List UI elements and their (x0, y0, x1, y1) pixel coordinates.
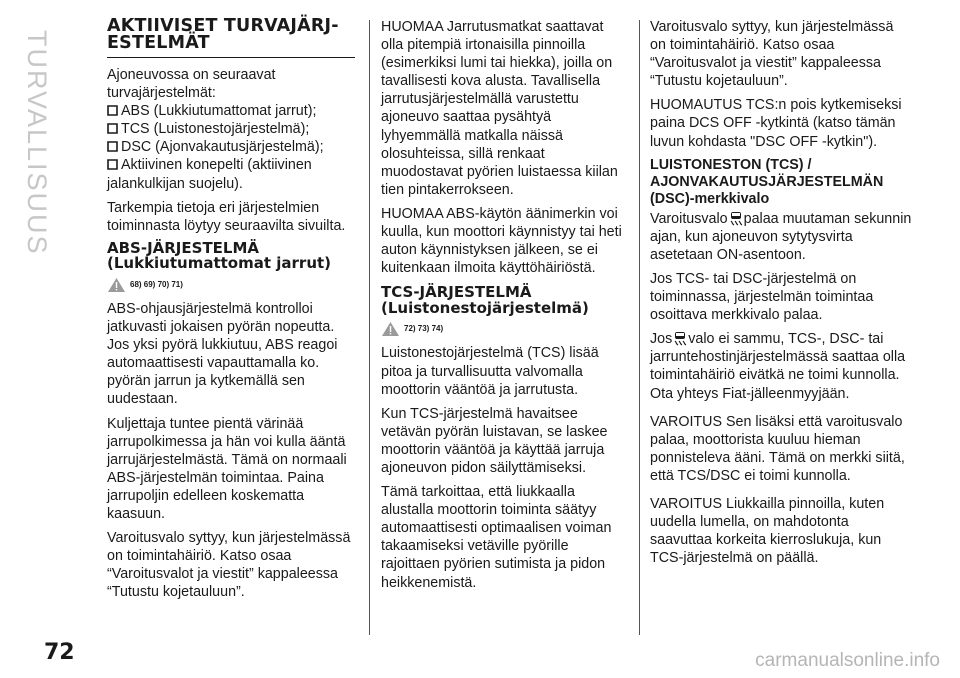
note-paragraph: HUOMAA ABS-käytön äänimerkin voi kuulla, kun moottori käynnistyy tai heti auton käynnistyksen jälkeen, se ei kuitenkaan ilmoita käyttöhäiriöstä. (381, 205, 622, 277)
list-item: ABS (Lukkiutumattomat jarrut); (107, 102, 355, 120)
list-item: Aktiivinen konepelti (aktiivinen jalankulkijan suojelu). (107, 157, 312, 192)
note-paragraph: HUOMAUTUS TCS:n pois kytkemiseksi paina DCS OFF -kytkintä (katso tämän luvun kohdasta "DSC OFF -kytkin"). (650, 97, 902, 150)
more-info-text: Tarkempia tietoja eri järjestelmien toiminnasta löytyy seuraavilta sivuilta. (107, 199, 346, 234)
section-side-tab: TURVALLISUUS (22, 30, 52, 256)
list-item: TCS (Luistonestojärjestelmä); (107, 120, 355, 138)
warning-reference (107, 276, 355, 294)
list-item: DSC (Ajonvakautusjärjestelmä); (107, 138, 355, 156)
watermark-link[interactable]: carmanualsonline.info (755, 650, 940, 671)
bullet-tick-icon (107, 159, 118, 170)
tcs-paragraph: Tämä tarkoittaa, että liukkaalla alustalla moottorin toiminta säätyy automaattisesti optimaalisen voiman takaamiseksi vetäville pyörille rajoittaen pyörien sutimista ja pidon heikkenemistä. (381, 484, 612, 591)
warning-paragraph: VAROITUS Liukkailla pinnoilla, kuten uudella lumella, on mahdotonta saavuttaa korkeita kierroslukuja, kun TCS-järjestelmä on päällä. (650, 495, 885, 567)
tcs-paragraph: Kun TCS-järjestelmä havaitsee vetävän pyörän luistavan, se laskee moottorin vääntöä ja käyttää jarruja ajoneuvon pidon säilyttämiseksi. (381, 405, 608, 476)
warning-triangle-icon (107, 277, 126, 293)
indicator-paragraph: Jos valo ei sammu, TCS-, DSC- tai jarruntehostinjärjestelmässä saattaa olla toimintahäiriö eivätkä ne toimi kunnolla. Ota yhteys Fiat-jälleenmyyjään. (650, 331, 906, 402)
bullet-tick-icon (107, 123, 118, 134)
bullet-tick-icon (107, 105, 118, 116)
bullet-tick-icon (107, 141, 118, 152)
intro-text: Ajoneuvossa on seuraavat turvajärjestelmät: (107, 67, 276, 102)
warning-light-paragraph: Varoitusvalo syttyy, kun järjestelmässä on toimintahäiriö. Katso osaa “Varoitusvalot ja viestit” kappaleessa “Tutustu kojetauluun”. (650, 19, 894, 90)
column-3 (650, 18, 912, 573)
column-divider (639, 20, 640, 635)
column-divider (369, 20, 370, 635)
abs-paragraph: ABS-ohjausjärjestelmä kontrolloi jatkuvasti jokaisen pyörän nopeutta. Jos yksi pyörä lukkiutuu, ABS reagoi automaattisesti vapauttamalla ko. pyörän jarrun ja kytkemällä sen uudestaan. (107, 300, 338, 408)
section-title-active-safety: AKTIIVISET TURVAJÄRJ- ESTELMÄT (107, 18, 355, 58)
warning-paragraph: VAROITUS Sen lisäksi että varoitusvalo palaa, moottorista kuuluu hieman ponnisteleva ääni. Tämä on merkki siitä, että TCS/DSC ei toimi kunnolla. (650, 413, 905, 484)
subtitle-tcs-dsc-indicator: LUISTONESTON (TCS) / AJONVAKAUTUSJÄRJESTELMÄN (DSC)-merkkivalo (650, 156, 884, 207)
skidding-car-icon (729, 211, 743, 226)
abs-paragraph: Varoitusvalo syttyy, kun järjestelmässä on toimintahäiriö. Katso osaa “Varoitusvalot ja viestit” kappaleessa “Tutustu kojetauluun”. (107, 530, 351, 601)
note-paragraph: HUOMAA Jarrutusmatkat saattavat olla pitempiä irtonaisilla pinnoilla (esimerkiksi lumi tai hiekka), joilla on tavallisesti kova alusta. Tavallisella jarrutusjärjestelmällä varustettu ajoneuvo saattaa pysähtyä lyhyemmällä matkalla näissä olosuhteissa, sillä renkaat muodostavat pyörien luistaessa kiilan tien pintakerrokseen. (381, 19, 618, 198)
column-2 (381, 18, 629, 598)
indicator-paragraph: Varoitusvalo palaa muutaman sekunnin ajan, kun ajoneuvon sytytysvirta asetetaan ON-asentoon. (650, 210, 912, 263)
safety-system-list (107, 102, 355, 192)
column-1 (107, 18, 355, 607)
abs-paragraph: Kuljettaja tuntee pientä värinää jarrupolkimessa ja hän voi kulla ääntä jarrujärjestelmästä. Tämä on normaali ABS-järjestelmän toimintaa. Paina jarrupoljin edelleen koskematta kaasuun. (107, 415, 347, 522)
section-title-tcs: TCS-JÄRJESTELMÄ (Luistonestojärjestelmä) (381, 283, 589, 317)
indicator-paragraph: Jos TCS- tai DSC-järjestelmä on toiminnassa, järjestelmän toimintaa osoittava merkkivalo palaa. (650, 270, 874, 324)
page-number: 72 (44, 640, 75, 665)
warning-reference (381, 320, 629, 338)
warning-ref-numbers: 72) 73) 74) (404, 324, 444, 334)
section-title-abs: ABS-JÄRJESTELMÄ (Lukkiutumattomat jarrut) (107, 238, 332, 273)
warning-triangle-icon (381, 321, 400, 337)
warning-ref-numbers: 68) 69) 70) 71) (130, 279, 183, 289)
skidding-car-icon (673, 331, 687, 346)
tcs-paragraph: Luistonestojärjestelmä (TCS) lisää pitoa ja turvallisuutta valvomalla moottorin vääntöä ja jarrutusta. (381, 345, 599, 398)
